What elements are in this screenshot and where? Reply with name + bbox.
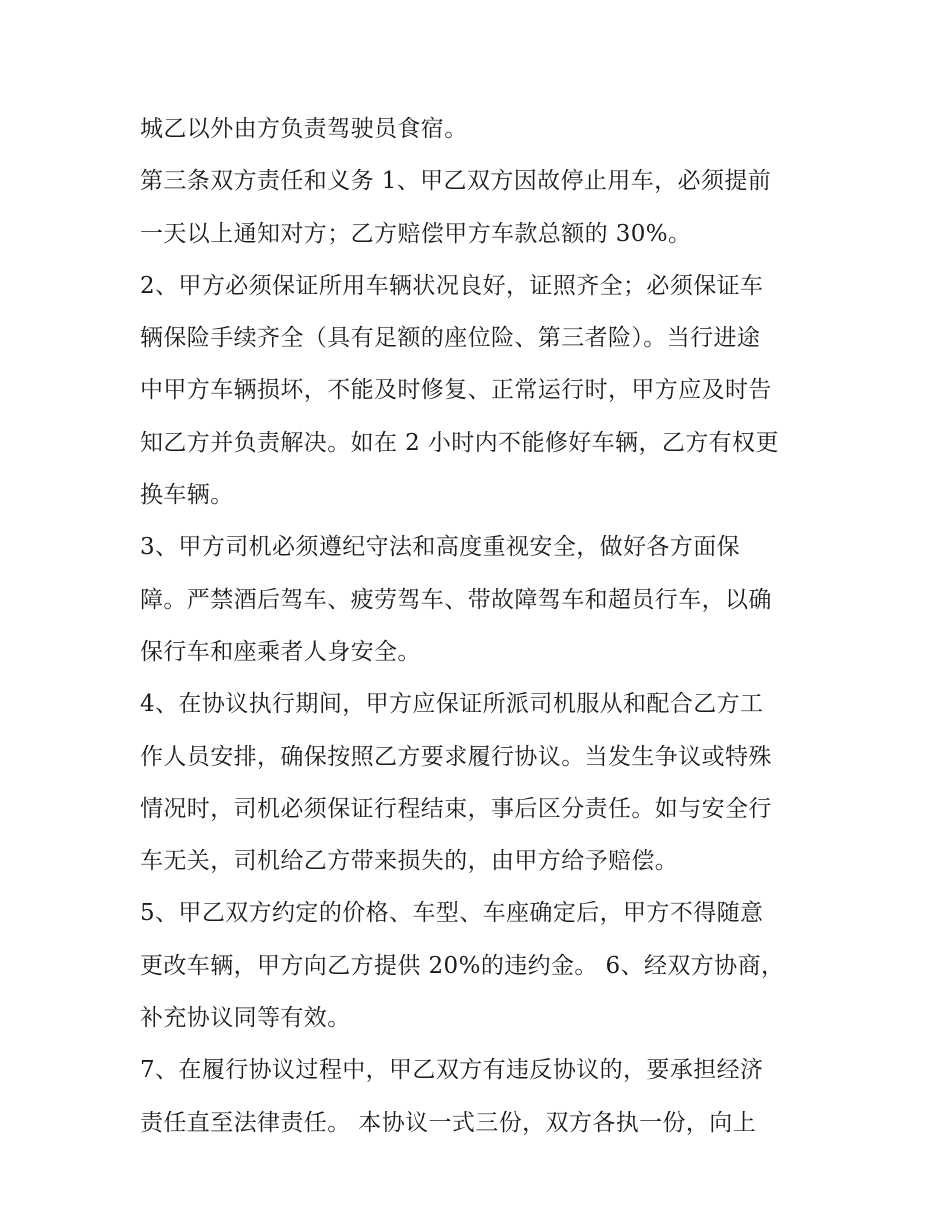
text-line: 城乙以外由方负责驾驶员食宿。 — [140, 116, 468, 142]
text-line: 责任直至法律责任。 本协议一式三份，双方各执一份，向上 — [140, 1109, 757, 1136]
text-line: 中甲方车辆损坏，不能及时修复、正常运行时，甲方应及时告 — [140, 377, 772, 404]
text-line: 第三条双方责任和义务 1、甲乙双方因故停止用车，必须提前 — [140, 168, 772, 195]
text-line: 作人员安排，确保按照乙方要求履行协议。当发生争议或特殊 — [140, 743, 772, 770]
text-line: 换车辆。 — [140, 482, 234, 509]
text-line: 障。严禁酒后驾车、疲劳驾车、带故障驾车和超员行车，以确 — [140, 586, 772, 613]
text-line: 4、在协议执行期间，甲方应保证所派司机服从和配合乙方工 — [140, 691, 764, 718]
text-line: 7、在履行协议过程中，甲乙双方有违反协议的，要承担经济 — [140, 1057, 764, 1084]
text-line: 辆保险手续齐全（具有足额的座位险、第三者险）。当行进途 — [140, 325, 761, 352]
text-line: 5、甲乙双方约定的价格、车型、车座确定后，甲方不得随意 — [140, 900, 764, 927]
text-line: 3、甲方司机必须遵纪守法和高度重视安全，做好各方面保 — [140, 534, 741, 561]
text-line: 更改车辆，甲方向乙方提供 20%的违约金。 6、经双方协商， — [140, 952, 785, 979]
text-line: 车无关，司机给乙方带来损失的，由甲方给予赔偿。 — [140, 848, 679, 875]
text-line: 补充协议同等有效。 — [140, 1005, 351, 1032]
text-line: 2、甲方必须保证所用车辆状况良好，证照齐全；必须保证车 — [140, 272, 764, 299]
text-line: 一天以上通知对方；乙方赔偿甲方车款总额的 30%。 — [140, 220, 692, 247]
text-line: 情况时，司机必须保证行程结束，事后区分责任。如与安全行 — [140, 795, 772, 822]
text-line: 保行车和座乘者人身安全。 — [140, 638, 421, 665]
text-line: 知乙方并负责解决。如在 2 小时内不能修好车辆，乙方有权更 — [140, 429, 779, 456]
document-body — [140, 107, 820, 1153]
